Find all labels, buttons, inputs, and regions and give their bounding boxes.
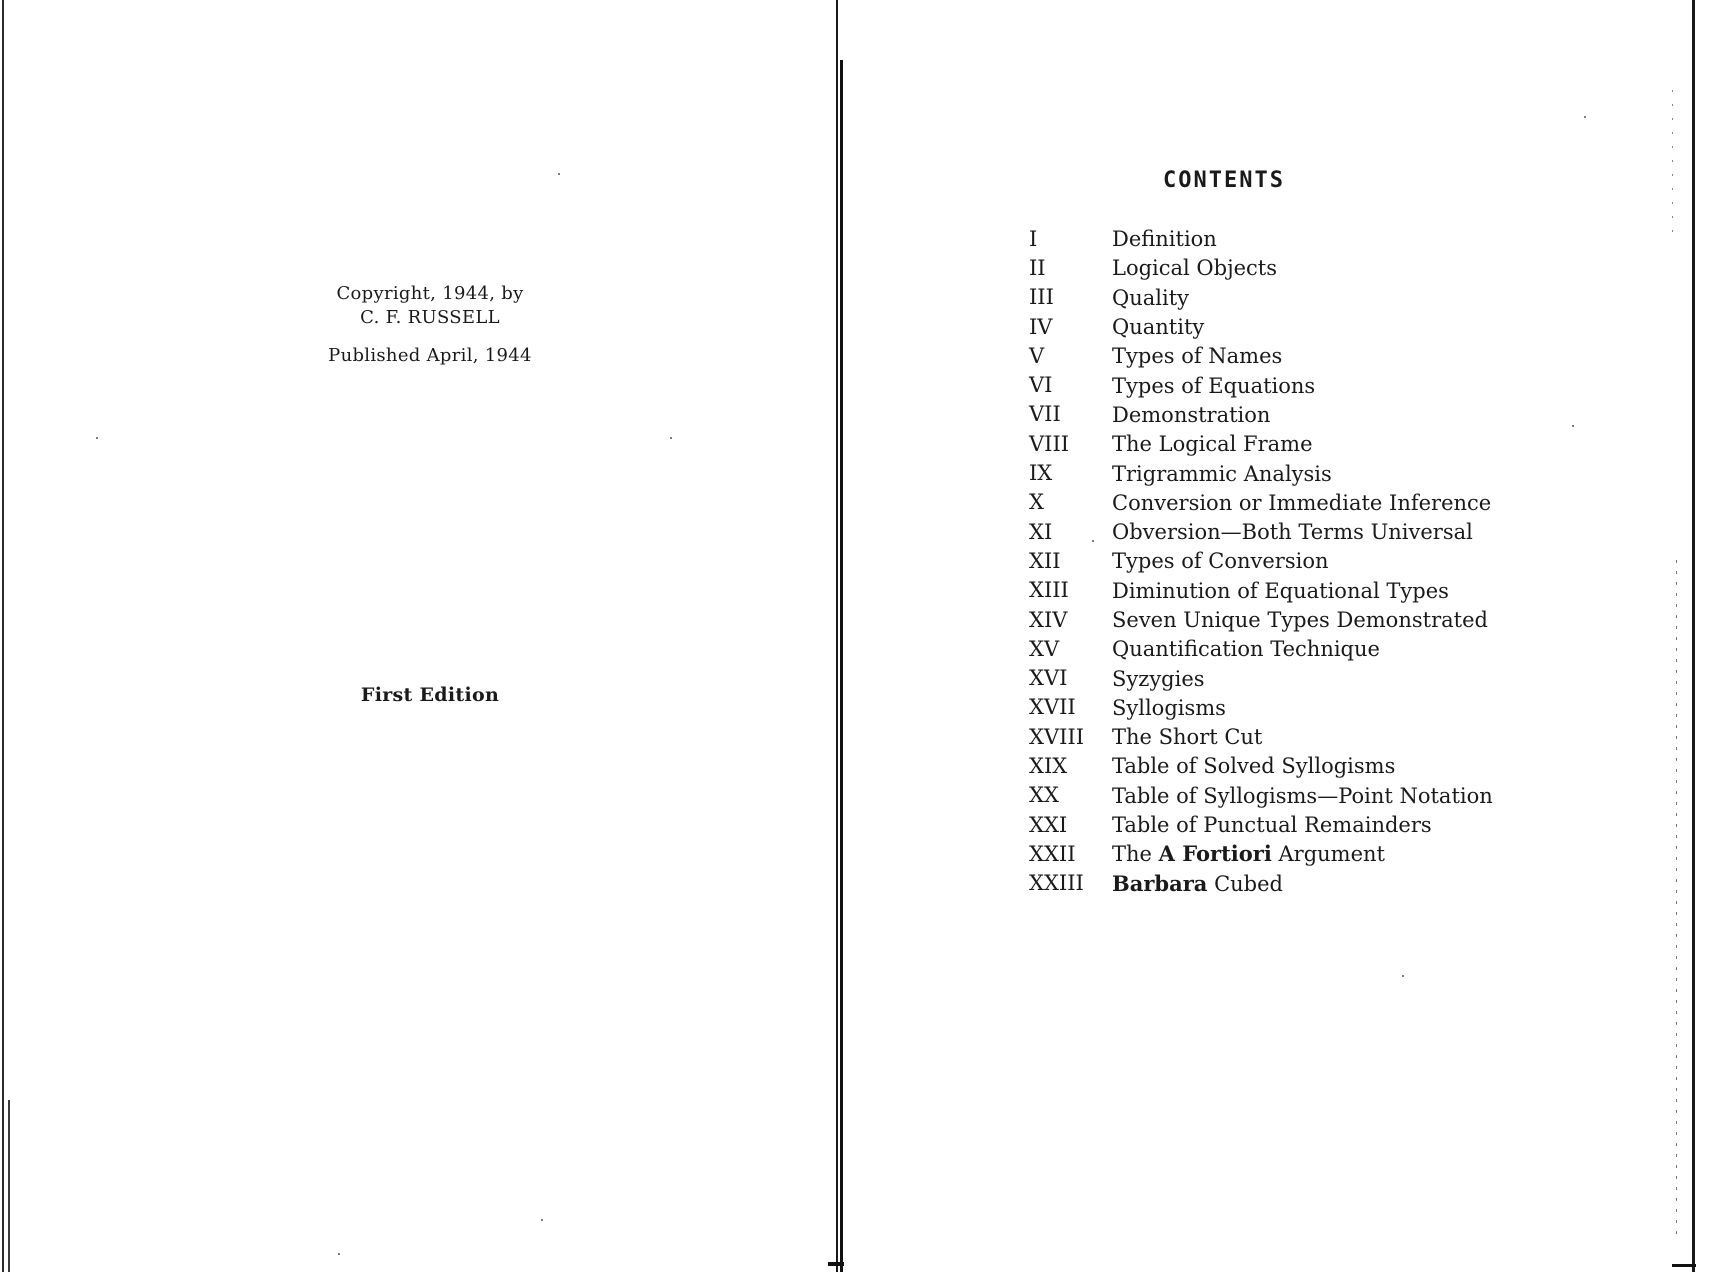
toc-entry [1029, 312, 1589, 341]
chapter-number: XIX [1029, 753, 1068, 778]
toc-entry [1029, 546, 1589, 575]
chapter-number: XX [1029, 783, 1059, 808]
chapter-title [1112, 490, 1491, 515]
chapter-title-bold: A Fortiori [1158, 841, 1272, 867]
chapter-title [1112, 783, 1493, 808]
chapter-number: V [1029, 343, 1045, 368]
right-page [844, 0, 1692, 1272]
chapter-title-text: Definition [1112, 227, 1217, 252]
chapter-number: XVI [1029, 666, 1068, 691]
toc-entry [1029, 224, 1589, 253]
toc-entry [1029, 283, 1589, 312]
chapter-number: XXI [1029, 812, 1068, 837]
chapter-title-text: Table of Syllogisms—Point Notation [1112, 783, 1493, 808]
chapter-number: III [1029, 285, 1054, 310]
chapter-title [1112, 841, 1385, 866]
chapter-title-text: Table of Punctual Remainders [1112, 813, 1432, 838]
chapter-number: XXII [1029, 841, 1076, 866]
chapter-title [1112, 724, 1262, 749]
copyright-line: Copyright, 1944, by [336, 283, 524, 304]
chapter-title [1112, 285, 1189, 310]
chapter-number: I [1029, 226, 1038, 251]
chapter-number: XI [1029, 519, 1053, 544]
chapter-title-text: Demonstration [1112, 402, 1271, 427]
toc-entry [1029, 781, 1589, 810]
chapter-title-text: Quantity [1112, 315, 1205, 340]
copyright-block [310, 282, 550, 368]
chapter-title [1112, 314, 1204, 339]
chapter-number: XVII [1029, 695, 1076, 720]
edition-label: First Edition [360, 684, 500, 706]
chapter-number: II [1029, 255, 1046, 280]
contents-heading: CONTENTS [1163, 168, 1285, 193]
chapter-title-prefix: The [1112, 842, 1159, 867]
toc-entry [1029, 458, 1589, 487]
chapter-title [1112, 226, 1217, 251]
chapter-title-text: Quantification Technique [1112, 637, 1380, 662]
left-page [0, 0, 836, 1272]
chapter-title [1112, 519, 1473, 544]
published-date: Published April, 1944 [328, 345, 532, 366]
chapter-title-text: Logical Objects [1112, 256, 1277, 281]
chapter-title [1112, 431, 1313, 456]
table-of-contents [1029, 224, 1589, 898]
toc-entry [1029, 839, 1589, 868]
chapter-title [1112, 695, 1226, 720]
chapter-number: XIII [1029, 578, 1069, 603]
toc-entry [1029, 663, 1589, 692]
chapter-title-text: Trigrammic Analysis [1112, 461, 1332, 486]
toc-entry [1029, 517, 1589, 546]
chapter-number: XVIII [1029, 724, 1085, 749]
chapter-number: XXIII [1029, 871, 1084, 896]
gutter-line [836, 0, 838, 1272]
chapter-number: VII [1029, 402, 1061, 427]
chapter-title-text: Syllogisms [1112, 695, 1226, 720]
chapter-title [1112, 402, 1270, 427]
chapter-title [1112, 461, 1332, 486]
chapter-title [1112, 666, 1205, 691]
chapter-title [1112, 578, 1449, 603]
right-page-edge [1692, 0, 1695, 1272]
chapter-title-text: Conversion or Immediate Inference [1112, 490, 1492, 515]
chapter-title-text: Obversion—Both Terms Universal [1112, 520, 1473, 545]
chapter-title-text: The Short Cut [1112, 725, 1263, 750]
chapter-title-bold: Barbara [1112, 870, 1208, 896]
toc-entry [1029, 429, 1589, 458]
chapter-title-text: Cubed [1207, 871, 1283, 896]
chapter-title [1112, 607, 1488, 632]
toc-entry [1029, 634, 1589, 663]
chapter-title-text: Diminution of Equational Types [1112, 578, 1449, 603]
chapter-number: IX [1029, 461, 1053, 486]
chapter-title-text: Types of Conversion [1112, 549, 1329, 574]
chapter-number: IV [1029, 314, 1053, 339]
toc-entry [1029, 341, 1589, 370]
author-name: C. F. RUSSELL [360, 307, 500, 328]
toc-entry [1029, 370, 1589, 399]
chapter-title-text: The Logical Frame [1112, 432, 1313, 457]
chapter-title-text: Types of Names [1112, 344, 1283, 369]
chapter-number: VI [1029, 373, 1053, 398]
chapter-title [1112, 753, 1395, 778]
chapter-title-text: Quality [1112, 285, 1189, 310]
chapter-title [1112, 871, 1283, 896]
chapter-number: XV [1029, 636, 1060, 661]
chapter-title-text: Seven Unique Types Demonstrated [1112, 608, 1488, 632]
toc-entry [1029, 400, 1589, 429]
chapter-title-text: Argument [1271, 842, 1385, 867]
chapter-number: XIV [1029, 607, 1068, 632]
gutter-shadow [840, 60, 843, 1272]
toc-entry [1029, 253, 1589, 282]
chapter-title-text: Table of Solved Syllogisms [1112, 754, 1396, 779]
toc-entry [1029, 722, 1589, 751]
chapter-number: XII [1029, 548, 1061, 573]
chapter-title [1112, 373, 1315, 398]
toc-entry [1029, 869, 1589, 898]
toc-entry [1029, 693, 1589, 722]
chapter-title [1112, 255, 1277, 280]
chapter-title [1112, 636, 1380, 661]
toc-entry [1029, 576, 1589, 605]
chapter-title-text: Syzygies [1112, 666, 1205, 691]
toc-entry [1029, 810, 1589, 839]
toc-entry [1029, 605, 1589, 634]
chapter-number: VIII [1029, 431, 1070, 456]
toc-entry [1029, 488, 1589, 517]
chapter-title-text: Types of Equations [1112, 373, 1316, 398]
chapter-number: X [1029, 490, 1044, 515]
chapter-title [1112, 548, 1329, 573]
chapter-title [1112, 343, 1282, 368]
chapter-title [1112, 812, 1432, 837]
toc-entry [1029, 751, 1589, 780]
